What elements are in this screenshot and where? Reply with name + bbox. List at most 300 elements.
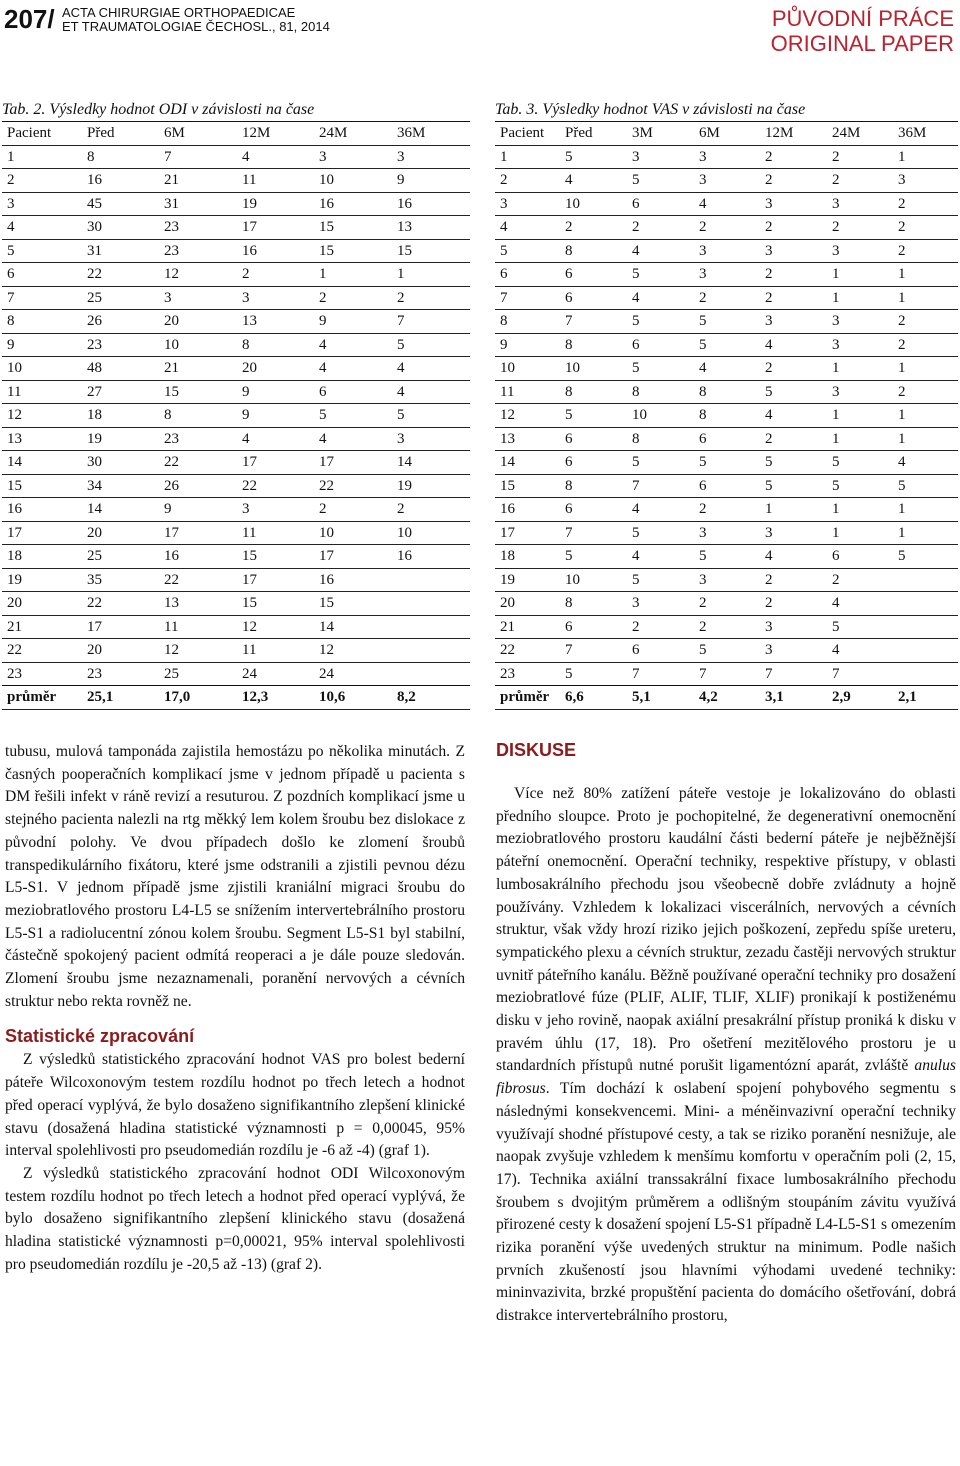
table-vas-cell: 5 (893, 545, 958, 569)
table-vas-cell: 13 (495, 427, 560, 451)
table-vas-row (495, 615, 958, 639)
table-vas-cell: 5 (627, 451, 694, 475)
table-odi-cell: 48 (82, 357, 159, 381)
table-odi-cell: 7 (2, 286, 82, 310)
table-vas-cell: 2 (495, 169, 560, 193)
page-number: 207/ (4, 4, 55, 34)
table-vas-cell: 3 (694, 239, 760, 263)
table-odi-cell: 25 (82, 545, 159, 569)
table-vas-row (495, 263, 958, 287)
table-vas-cell: 5 (760, 451, 827, 475)
table-odi-cell: 9 (2, 333, 82, 357)
table-vas-row (495, 286, 958, 310)
paper-type-line2: ORIGINAL PAPER (770, 31, 954, 56)
table-odi-cell: 3 (314, 145, 392, 169)
table-odi-cell: 4 (314, 333, 392, 357)
table-vas-caption: Tab. 3. Výsledky hodnot VAS v závislosti na čase (495, 101, 806, 118)
table-odi-cell: 3 (159, 286, 237, 310)
table-odi-cell: 11 (2, 380, 82, 404)
table-odi-cell: 20 (82, 521, 159, 545)
table-odi-cell: 16 (314, 568, 392, 592)
table-odi-cell: 11 (237, 521, 314, 545)
right-text-column (496, 739, 956, 1328)
journal-title-line2: ET TRAUMATOLOGIAE ČECHOSL., 81, 2014 (62, 19, 330, 34)
table-odi-cell: 4 (314, 427, 392, 451)
table-vas-cell: 2 (760, 357, 827, 381)
table-vas-cell: 3M (627, 122, 694, 146)
table-vas-cell: 2 (893, 310, 958, 334)
table-vas-row (495, 662, 958, 686)
table-odi-cell: 2 (2, 169, 82, 193)
table-vas-cell: 6M (694, 122, 760, 146)
table-vas-row (495, 451, 958, 475)
table-vas-cell: 6 (694, 427, 760, 451)
table-vas-cell: 6 (627, 192, 694, 216)
table-vas-cell: 3 (760, 639, 827, 663)
table-vas-cell: 4,2 (694, 686, 760, 710)
table-vas-cell: 2,9 (827, 686, 893, 710)
table-vas-cell: 17 (495, 521, 560, 545)
table-vas-cell: 1 (893, 521, 958, 545)
table-vas-cell: 2 (760, 427, 827, 451)
table-odi-cell: 4 (314, 357, 392, 381)
table-odi-row (2, 662, 470, 686)
table-odi-cell: 4 (2, 216, 82, 240)
discussion-text-part2: . Tím dochází k oslabení spojení pohybového segmentu s následnými konsekvencemi. Mini- a méněinvazivní operační techniky využívají shodné přístupové cesty, a tak se riziko poranění nesnižuje, ale naopak zvyšuje vzhledem k menšímu komfortu v operačním poli (2, 15, 17). Technika axiální transsakrální fixace lumbosakrálního přechodu šroubem s dvojitým průměrem a odlišným stoupáním závitu využívá přirozené cesty k dosažení spojení L5-S1 případně L4-L5-S1 s omezením rizika poranění výše uvedených struktur na minimum. Podle našich prvních zkušeností jsou hlavními výhodami uvedené techniky: mininvazivita, brzké propuštění pacienta do domácího ošetřování, dobrá distrakce intervertebrálního prostoru, (496, 1080, 956, 1325)
table-odi-cell: 25 (159, 662, 237, 686)
table-odi-cell: 17 (237, 216, 314, 240)
table-vas-cell: 2 (760, 568, 827, 592)
table-vas-row (495, 169, 958, 193)
table-vas-cell: 5 (694, 545, 760, 569)
table-vas-cell: 3 (694, 169, 760, 193)
table-vas-cell: 1 (893, 404, 958, 428)
table-odi-cell: 22 (82, 592, 159, 616)
table-vas-cell: 1 (495, 145, 560, 169)
table-vas-cell: 2 (827, 216, 893, 240)
paper-type-line1: PŮVODNÍ PRÁCE (771, 6, 954, 31)
table-odi-cell: 9 (392, 169, 470, 193)
table-odi-cell: 23 (159, 239, 237, 263)
table-vas-cell: 5,1 (627, 686, 694, 710)
table-odi-cell: 15 (237, 592, 314, 616)
table-odi-cell (392, 568, 470, 592)
table-odi-cell: 26 (82, 310, 159, 334)
table-vas-cell: 5 (560, 545, 627, 569)
table-odi-cell: průměr (2, 686, 82, 710)
table-odi-cell: 7 (159, 145, 237, 169)
table-vas-cell: 10 (627, 404, 694, 428)
table-vas-cell: 1 (827, 404, 893, 428)
paper-type (771, 6, 954, 56)
table-vas-cell: 2 (694, 615, 760, 639)
table-odi-row (2, 498, 470, 522)
table-odi-cell: 3 (392, 427, 470, 451)
table-odi-cell (392, 592, 470, 616)
table-vas-cell: 2 (694, 498, 760, 522)
table-vas-cell: 5 (760, 380, 827, 404)
table-vas-cell: 1 (827, 498, 893, 522)
left-text-column (5, 741, 465, 1276)
table-vas-cell: 4 (694, 357, 760, 381)
table-odi-cell: 13 (237, 310, 314, 334)
table-odi-cell: 22 (82, 263, 159, 287)
table-odi-cell: 8 (2, 310, 82, 334)
table-odi-cell: 5 (314, 404, 392, 428)
table-odi-cell: 7 (392, 310, 470, 334)
table-odi-cell: 1 (2, 145, 82, 169)
table-odi-cell: 17 (237, 568, 314, 592)
table-vas-cell: 4 (827, 639, 893, 663)
table-vas-row (495, 498, 958, 522)
table-odi-cell: 27 (82, 380, 159, 404)
table-vas-cell: 6 (495, 263, 560, 287)
table-vas-cell: 7 (694, 662, 760, 686)
table-odi-row (2, 521, 470, 545)
table-vas-cell (893, 568, 958, 592)
table-vas-cell: 4 (560, 169, 627, 193)
table-vas-cell (893, 639, 958, 663)
table-vas-cell: 2 (893, 192, 958, 216)
table-vas-cell: 7 (760, 662, 827, 686)
table-odi-cell: 14 (2, 451, 82, 475)
table-odi-row (2, 474, 470, 498)
table-odi-cell (392, 662, 470, 686)
table-vas-cell: 2 (827, 169, 893, 193)
table-vas-cell: 8 (694, 380, 760, 404)
table-odi-cell: 23 (82, 333, 159, 357)
table-vas-cell: 3 (694, 521, 760, 545)
table-vas-cell: 1 (893, 286, 958, 310)
table-odi-cell: 5 (2, 239, 82, 263)
table-odi-cell: 22 (314, 474, 392, 498)
table-odi-cell: 23 (159, 216, 237, 240)
table-vas-row (495, 310, 958, 334)
table-vas-cell: 6 (627, 333, 694, 357)
table-vas-cell: 3 (827, 310, 893, 334)
table-vas-cell: 3 (893, 169, 958, 193)
table-odi-cell: 14 (392, 451, 470, 475)
paragraph-statistics-odi: Z výsledků statistického zpracování hodnot ODI Wilcoxonovým testem rozdílu hodnot po třech letech a hodnot před operací vyplývá, že bylo dosaženo signifikantního zlepšení klinického stavu (dosažená hladina statistické významnosti p=0,00021, 95% interval spolehlivosti pro pseudomedián rozdílu je -20,5 až -13) (graf 2). (5, 1164, 465, 1273)
table-vas-cell: 5 (495, 239, 560, 263)
table-vas-cell: 15 (495, 474, 560, 498)
table-odi-cell: 24 (314, 662, 392, 686)
table-vas-cell: 8 (560, 474, 627, 498)
table-vas-cell: Pacient (495, 122, 560, 146)
table-vas-cell: 5 (694, 310, 760, 334)
table-odi-cell: 23 (2, 662, 82, 686)
table-odi-cell: 19 (82, 427, 159, 451)
table-odi-row (2, 263, 470, 287)
table-vas-cell: 3 (694, 145, 760, 169)
table-odi-cell: 11 (159, 615, 237, 639)
table-vas-cell: 2 (760, 216, 827, 240)
table-odi-cell: 15 (237, 545, 314, 569)
table-vas-cell: 3 (694, 263, 760, 287)
table-odi-cell: 16 (314, 192, 392, 216)
table-vas-cell: 5 (893, 474, 958, 498)
table-vas-cell: 1 (827, 521, 893, 545)
table-odi-row (2, 615, 470, 639)
table-odi-cell: 23 (159, 427, 237, 451)
table-vas-cell: 8 (560, 239, 627, 263)
table-vas-cell: 5 (827, 615, 893, 639)
table-vas-cell: 8 (627, 427, 694, 451)
table-odi-cell: 10 (392, 521, 470, 545)
table-odi-cell: 2 (314, 286, 392, 310)
table-vas-cell: 3 (827, 239, 893, 263)
table-odi-row (2, 568, 470, 592)
table-odi-cell: 3 (392, 145, 470, 169)
table-vas-cell: 8 (627, 380, 694, 404)
table-odi-cell: 3 (237, 498, 314, 522)
table-vas-row (495, 145, 958, 169)
table-odi-average-row (2, 686, 470, 710)
table-vas-cell: 2 (627, 216, 694, 240)
table-odi-cell: 16 (82, 169, 159, 193)
table-odi-cell: 13 (392, 216, 470, 240)
table-vas-cell: 2 (627, 615, 694, 639)
table-odi-cell: 23 (82, 662, 159, 686)
table-vas-cell: 4 (495, 216, 560, 240)
table-vas-cell: 2 (893, 239, 958, 263)
table-vas-cell: 5 (560, 404, 627, 428)
table-odi-cell: 4 (392, 380, 470, 404)
table-odi-cell: 14 (314, 615, 392, 639)
table-vas-cell: 2 (827, 145, 893, 169)
discussion-text-part1: Více než 80% zatížení páteře vestoje je lokalizováno do oblasti předního sloupce. Proto je pochopitelné, že degenerativní onemocnění meziobratlového prostoru kaudální části bederní páteře je nejběžnější páteřní onemocnění. Operační techniky, respektive přístupy, v oblasti lumbosakrálního přechodu jsou všeobecně dobře zvládnuty a hojně používány. Vzhledem k lokalizaci viscerálních, nervových a cévních struktur, však vždy hrozí riziko jejich poškození, zepředu spíše ureteru, sympatického plexu a cévních struktur, zezadu častěji nervových struktur uvnitř páteřního kanálu. Běžně používané operační techniky pro dosažení meziobratlové fúze (PLIF, ALIF, TLIF, XLIF) pronikají k postiženému disku v jeho rovině, naopak axiální presakrální přístup proniká k disku v pravém úhlu (17, 18). Pro ošetření mezitělového prostoru je u standardních přístupů nutné porušit ligamentózní aparát, zvláště (496, 785, 956, 1075)
table-vas-cell: 1 (827, 357, 893, 381)
table-odi-cell: 30 (82, 451, 159, 475)
table-vas-cell: 3 (760, 239, 827, 263)
table-odi-cell: 20 (237, 357, 314, 381)
table-vas-cell: 6 (827, 545, 893, 569)
table-vas-cell: 2 (560, 216, 627, 240)
table-odi-cell: 12 (159, 263, 237, 287)
table-odi-cell: 10 (314, 521, 392, 545)
table-vas-cell: 1 (893, 498, 958, 522)
table-odi-cell: 17,0 (159, 686, 237, 710)
table-odi-cell: 22 (2, 639, 82, 663)
table-odi-cell: 22 (159, 451, 237, 475)
table-vas-cell: 5 (694, 639, 760, 663)
table-vas-cell: 7 (627, 662, 694, 686)
table-vas-cell: 2 (893, 333, 958, 357)
journal-title (62, 6, 330, 34)
table-vas-cell: 8 (560, 333, 627, 357)
table-odi-cell: 16 (392, 192, 470, 216)
table-vas-cell: 11 (495, 380, 560, 404)
table-vas-cell: 8 (560, 380, 627, 404)
table-odi-cell: 15 (314, 239, 392, 263)
table-vas-cell: 4 (760, 404, 827, 428)
table-vas-cell: 12 (495, 404, 560, 428)
table-vas-cell (893, 615, 958, 639)
table-odi-row (2, 286, 470, 310)
table-vas-cell: 2 (893, 216, 958, 240)
table-odi-cell: 22 (159, 568, 237, 592)
table-vas-cell: 3 (627, 145, 694, 169)
table-vas-cell: 1 (827, 263, 893, 287)
table-odi-grid (2, 121, 470, 710)
table-odi-cell: 16 (237, 239, 314, 263)
table-vas-row (495, 404, 958, 428)
table-vas-cell: 5 (827, 474, 893, 498)
table-odi-row (2, 639, 470, 663)
table-vas-cell: 5 (627, 357, 694, 381)
table-vas-cell: průměr (495, 686, 560, 710)
table-vas-cell (893, 592, 958, 616)
table-odi-row (2, 310, 470, 334)
table-odi-cell: 20 (159, 310, 237, 334)
table-vas-cell: Před (560, 122, 627, 146)
table-odi-cell: 5 (392, 333, 470, 357)
table-vas-cell: 3 (495, 192, 560, 216)
table-vas-row (495, 357, 958, 381)
table-vas-row (495, 192, 958, 216)
table-odi-cell: 34 (82, 474, 159, 498)
table-vas-cell: 6 (560, 451, 627, 475)
table-odi-row (2, 169, 470, 193)
discussion-italic-term: anulus fibrosus (496, 1057, 956, 1098)
table-odi-cell: 17 (2, 521, 82, 545)
table-odi-cell: 18 (82, 404, 159, 428)
table-odi-cell: 45 (82, 192, 159, 216)
table-vas-cell: 7 (560, 639, 627, 663)
table-odi-cell: 24 (237, 662, 314, 686)
table-vas-cell: 1 (893, 427, 958, 451)
table-odi-cell: 10 (314, 169, 392, 193)
table-vas-cell: 5 (694, 451, 760, 475)
table-odi-cell: 16 (2, 498, 82, 522)
table-vas-cell: 1 (893, 145, 958, 169)
table-vas-cell: 21 (495, 615, 560, 639)
table-odi-cell: 11 (237, 169, 314, 193)
table-vas-cell: 19 (495, 568, 560, 592)
table-vas-cell: 3,1 (760, 686, 827, 710)
table-vas-cell: 1 (827, 427, 893, 451)
table-vas-cell: 6 (560, 427, 627, 451)
table-odi-cell: 35 (82, 568, 159, 592)
table-odi-cell (392, 615, 470, 639)
table-odi-cell: 20 (82, 639, 159, 663)
table-vas-cell: 10 (560, 357, 627, 381)
table-odi-row (2, 145, 470, 169)
table-vas-cell: 2 (827, 568, 893, 592)
table-vas-cell: 1 (760, 498, 827, 522)
table-odi-header-row (2, 122, 470, 146)
table-odi-cell: 8,2 (392, 686, 470, 710)
table-vas-cell: 7 (627, 474, 694, 498)
table-vas-cell: 2 (760, 169, 827, 193)
table-odi-row (2, 333, 470, 357)
table-odi-cell: 15 (392, 239, 470, 263)
table-odi-cell: 4 (237, 145, 314, 169)
table-vas-cell: 3 (694, 568, 760, 592)
table-vas-cell: 8 (560, 592, 627, 616)
table-odi-cell: 12 (2, 404, 82, 428)
table-odi-cell: 17 (82, 615, 159, 639)
table-vas-cell: 2 (760, 145, 827, 169)
table-odi-cell: 21 (159, 357, 237, 381)
table-odi-cell: 16 (159, 545, 237, 569)
table-vas-cell: 12M (760, 122, 827, 146)
table-vas-cell: 36M (893, 122, 958, 146)
table-vas-cell: 5 (560, 662, 627, 686)
table-vas-cell: 3 (827, 380, 893, 404)
table-vas-cell: 5 (627, 310, 694, 334)
table-vas-cell: 4 (627, 498, 694, 522)
section-heading-discussion: DISKUSE (496, 740, 577, 760)
table-vas-average-row (495, 686, 958, 710)
table-vas-cell: 6 (560, 263, 627, 287)
table-odi-cell: 2 (237, 263, 314, 287)
table-odi-cell: 16 (392, 545, 470, 569)
paragraph-complications: tubusu, mulová tamponáda zajistila hemostázu po několika minutách. Z časných pooperačních komplikací jsme v jednom případě u pacienta s DM řešili infekt v ráně revizí a resuturou. Z pozdních komplikací jsme u stejného pacienta nalezli na rtg měkký lem kolem šroubu bez dislokace z původní polohy. Ve dvou případech došlo ke zlomení šroubů transpedikulárního fixátoru, které jsme odstranili a zjistili pevnou dézu L5-S1. V jednom případě jsme zjistili kraniální migraci šroubu do meziobratlového prostoru L4-L5 se snížením intervertebrálního prostoru L5-S1 a radiolucentní zónou kolem šroubu. Segment L5-S1 byl stabilní, částečně spokojený pacient odmítá reoperaci a je dále pouze sledován. Zlomení šroubu jsme nezaznamenali, poranění nervových a cévních struktur nebo rekta rovněž ne. (5, 743, 465, 1010)
table-vas-cell: 2,1 (893, 686, 958, 710)
table-vas-cell: 24M (827, 122, 893, 146)
table-vas-cell: 2 (760, 263, 827, 287)
table-vas-cell: 2 (694, 286, 760, 310)
table-vas-cell: 7 (560, 521, 627, 545)
table-odi-cell: 9 (237, 380, 314, 404)
table-odi-cell: 21 (159, 169, 237, 193)
table-vas-cell: 18 (495, 545, 560, 569)
table-vas-cell: 2 (893, 380, 958, 404)
table-odi-row (2, 545, 470, 569)
table-odi-cell: 20 (2, 592, 82, 616)
table-odi-cell: 12 (237, 615, 314, 639)
table-vas-cell: 5 (560, 145, 627, 169)
table-odi-row (2, 427, 470, 451)
table-vas-cell: 5 (627, 521, 694, 545)
table-vas-cell: 3 (760, 192, 827, 216)
table-vas-cell: 4 (627, 239, 694, 263)
table-odi-cell: 30 (82, 216, 159, 240)
table-vas-cell: 9 (495, 333, 560, 357)
table-odi-cell (392, 639, 470, 663)
table-vas-cell: 16 (495, 498, 560, 522)
table-vas-cell: 5 (627, 568, 694, 592)
table-vas-cell: 1 (893, 263, 958, 287)
table-odi-cell: 17 (314, 545, 392, 569)
table-odi-cell: 22 (237, 474, 314, 498)
table-odi-cell: 9 (159, 498, 237, 522)
table-vas-cell: 2 (760, 592, 827, 616)
table-odi-cell: 15 (314, 216, 392, 240)
table-odi-cell: 14 (82, 498, 159, 522)
table-vas-cell: 6,6 (560, 686, 627, 710)
table-vas-row (495, 545, 958, 569)
table-vas-row (495, 639, 958, 663)
table-odi-cell: 4 (237, 427, 314, 451)
table-odi-cell: 17 (237, 451, 314, 475)
table-odi-cell: 19 (237, 192, 314, 216)
paragraph-discussion (496, 783, 956, 1328)
table-odi-cell: 15 (314, 592, 392, 616)
table-odi-cell: 26 (159, 474, 237, 498)
table-vas-cell: 1 (827, 286, 893, 310)
table-odi-cell: 10,6 (314, 686, 392, 710)
table-vas-cell: 4 (827, 592, 893, 616)
section-heading-statistics: Statistické zpracování (5, 1026, 195, 1047)
table-odi-cell: 8 (159, 404, 237, 428)
table-vas-cell: 5 (760, 474, 827, 498)
table-vas-row (495, 521, 958, 545)
table-vas-cell: 3 (627, 592, 694, 616)
page-header (0, 0, 960, 60)
table-odi-cell: 4 (392, 357, 470, 381)
